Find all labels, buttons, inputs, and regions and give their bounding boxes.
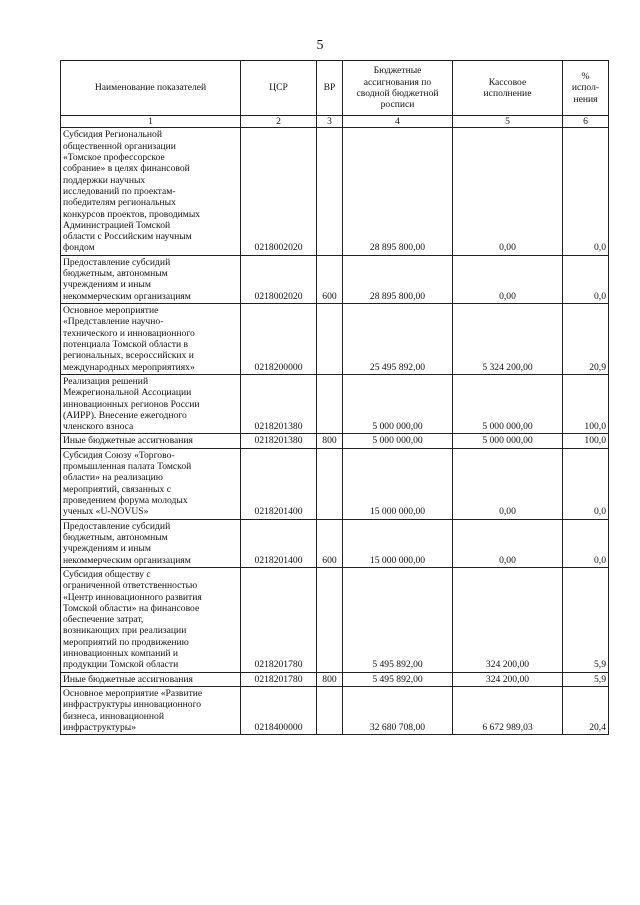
indicator-name: Основное мероприятие «Представление научно- технического и инновационного потенциала Томской области в региональных, всероссийских и международных мероприятиях» xyxy=(61,304,241,375)
cash-amount: 6 672 989,03 xyxy=(453,687,563,735)
execution-percent: 0,0 xyxy=(563,255,609,303)
indicator-name: Субсидия Союзу «Торгово- промышленная палата Томской области» на реализацию мероприятий, связанных с проведением форума молодых ученых «U-NOVUS» xyxy=(61,448,241,519)
table-row xyxy=(61,304,609,375)
indicator-name: Субсидия обществу с ограниченной ответственностью «Центр инновационного развития Томской области» на финансовое обеспечение затрат, возникающих при реализации мероприятий по продвижению инновационных компаний и продукции Томской области xyxy=(61,567,241,672)
budget-amount: 5 000 000,00 xyxy=(343,434,453,448)
budget-execution-table xyxy=(60,60,609,735)
csr-code: 0218002020 xyxy=(241,255,317,303)
table-row xyxy=(61,374,609,434)
column-number: 3 xyxy=(317,116,343,128)
table-row xyxy=(61,519,609,567)
csr-code: 0218201400 xyxy=(241,448,317,519)
budget-amount: 32 680 708,00 xyxy=(343,687,453,735)
csr-code: 0218400000 xyxy=(241,687,317,735)
csr-code: 0218201380 xyxy=(241,374,317,434)
execution-percent: 5,9 xyxy=(563,567,609,672)
vr-code xyxy=(317,567,343,672)
indicator-name: Субсидия Региональной общественной организации «Томское профессорское собрание» в целях финансовой поддержки научных исследований по проектам- победителям региональных конкурсов проектов, проводимых Администрацией Томской области с Российским научным фондом xyxy=(61,128,241,255)
table-row xyxy=(61,687,609,735)
vr-code xyxy=(317,374,343,434)
budget-amount: 15 000 000,00 xyxy=(343,448,453,519)
table-row xyxy=(61,128,609,255)
table-row xyxy=(61,255,609,303)
execution-percent: 20,9 xyxy=(563,304,609,375)
cash-amount: 0,00 xyxy=(453,448,563,519)
vr-code xyxy=(317,687,343,735)
execution-percent: 5,9 xyxy=(563,672,609,686)
cash-amount: 0,00 xyxy=(453,519,563,567)
table-row xyxy=(61,434,609,448)
indicator-name: Основное мероприятие «Развитие инфраструктуры инновационного бизнеса, инновационной инфраструктуры» xyxy=(61,687,241,735)
execution-percent: 100,0 xyxy=(563,434,609,448)
csr-code: 0218201780 xyxy=(241,567,317,672)
header-vr: ВР xyxy=(317,61,343,116)
column-number: 5 xyxy=(453,116,563,128)
budget-amount: 28 895 800,00 xyxy=(343,255,453,303)
cash-amount: 0,00 xyxy=(453,255,563,303)
header-cash: Кассовое исполнение xyxy=(453,61,563,116)
cash-amount: 5 000 000,00 xyxy=(453,434,563,448)
cash-amount: 0,00 xyxy=(453,128,563,255)
indicator-name: Предоставление субсидий бюджетным, автономным учреждениям и иным некоммерческим организациям xyxy=(61,255,241,303)
table-row xyxy=(61,567,609,672)
column-number: 2 xyxy=(241,116,317,128)
vr-code xyxy=(317,304,343,375)
budget-amount: 25 495 892,00 xyxy=(343,304,453,375)
header-row xyxy=(61,61,609,116)
cash-amount: 324 200,00 xyxy=(453,567,563,672)
vr-code: 800 xyxy=(317,434,343,448)
vr-code xyxy=(317,448,343,519)
column-number: 4 xyxy=(343,116,453,128)
vr-code: 600 xyxy=(317,255,343,303)
header-csr: ЦСР xyxy=(241,61,317,116)
column-number: 6 xyxy=(563,116,609,128)
column-number: 1 xyxy=(61,116,241,128)
cash-amount: 5 324 200,00 xyxy=(453,304,563,375)
csr-code: 0218201380 xyxy=(241,434,317,448)
page-number: 5 xyxy=(316,38,324,53)
table-row xyxy=(61,672,609,686)
execution-percent: 20,4 xyxy=(563,687,609,735)
cash-amount: 324 200,00 xyxy=(453,672,563,686)
indicator-name: Предоставление субсидий бюджетным, автономным учреждениям и иным некоммерческим организациям xyxy=(61,519,241,567)
budget-amount: 28 895 800,00 xyxy=(343,128,453,255)
budget-amount: 5 000 000,00 xyxy=(343,374,453,434)
csr-code: 0218002020 xyxy=(241,128,317,255)
column-number-row xyxy=(61,116,609,128)
csr-code: 0218200000 xyxy=(241,304,317,375)
budget-amount: 15 000 000,00 xyxy=(343,519,453,567)
header-name: Наименование показателей xyxy=(61,61,241,116)
csr-code: 0218201780 xyxy=(241,672,317,686)
execution-percent: 0,0 xyxy=(563,448,609,519)
vr-code: 800 xyxy=(317,672,343,686)
budget-amount: 5 495 892,00 xyxy=(343,672,453,686)
vr-code: 600 xyxy=(317,519,343,567)
header-percent: % испол- нения xyxy=(563,61,609,116)
indicator-name: Иные бюджетные ассигнования xyxy=(61,672,241,686)
execution-percent: 0,0 xyxy=(563,128,609,255)
vr-code xyxy=(317,128,343,255)
cash-amount: 5 000 000,00 xyxy=(453,374,563,434)
indicator-name: Иные бюджетные ассигнования xyxy=(61,434,241,448)
table-row xyxy=(61,448,609,519)
header-budget: Бюджетные ассигнования по сводной бюджетной росписи xyxy=(343,61,453,116)
budget-amount: 5 495 892,00 xyxy=(343,567,453,672)
csr-code: 0218201400 xyxy=(241,519,317,567)
execution-percent: 0,0 xyxy=(563,519,609,567)
indicator-name: Реализация решений Межрегиональной Ассоциации инновационных регионов России (АИРР). Внесение ежегодного членского взноса xyxy=(61,374,241,434)
execution-percent: 100,0 xyxy=(563,374,609,434)
